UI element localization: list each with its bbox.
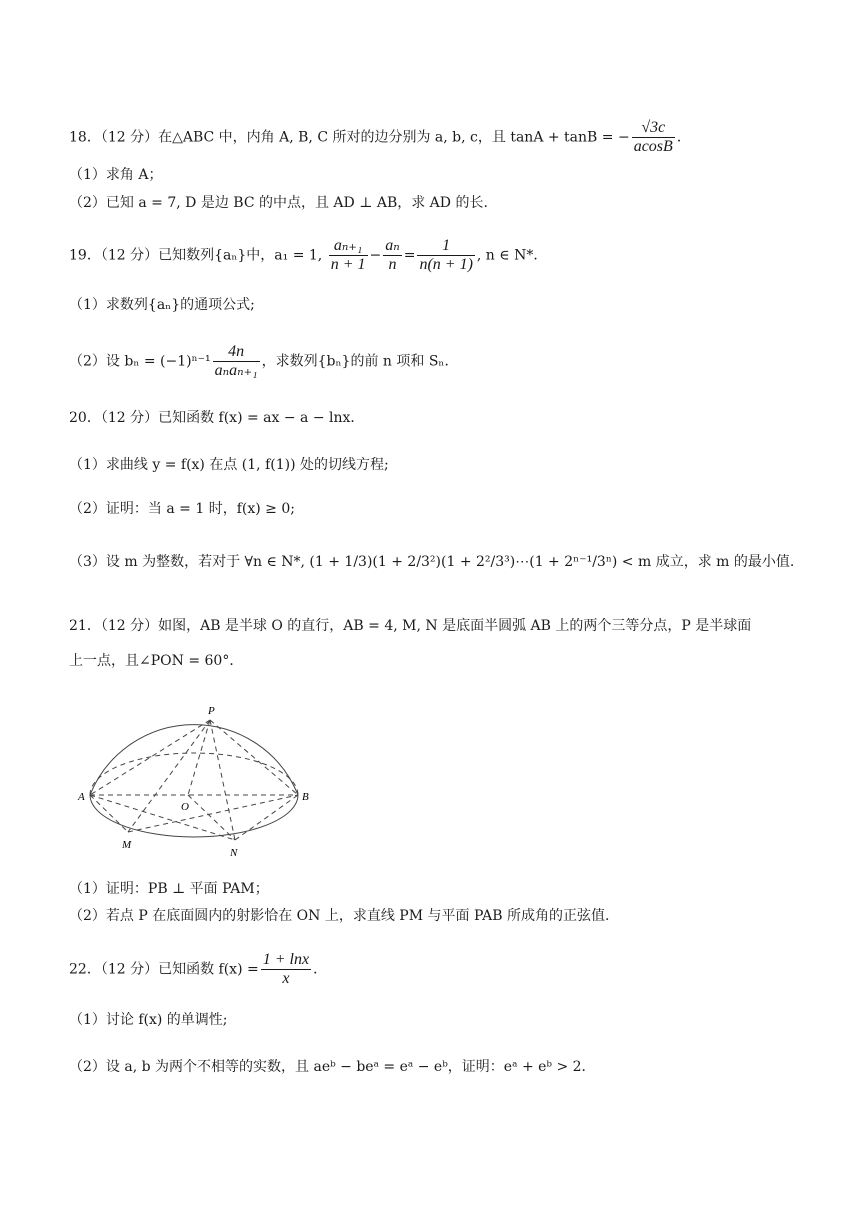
problem-20-part-1: （1）求曲线 y = f(x) 在点 (1, f(1)) 处的切线方程; (69, 457, 389, 473)
label-M: M (122, 839, 132, 851)
problem-19-fraction-b: $\frac{\text{aₙ}}{n}$ (385, 237, 400, 273)
problem-19-fraction-c: $\frac{1}{n(n + 1)}$ (419, 237, 473, 273)
problem-19-part-2: （2）设 bₙ = (−1)ⁿ⁻¹ $\frac{4n}{\text{aₙaₙ₊₁}}$ ，求数列{bₙ}的前 n 项和 Sₙ． (69, 343, 459, 379)
label-N: N (230, 847, 238, 859)
hemisphere-figure (80, 700, 320, 860)
problem-19-text: 19．（12 分）已知数列{aₙ}中，a₁ = 1, (69, 247, 323, 264)
problem-21-stem-line-1: 21．（12 分）如图，AB 是半球 O 的直行，AB = 4, M, N 是底面半圆弧 AB 上的两个三等分点，P 是半球面 (69, 618, 752, 634)
problem-18-stem: 18．（12 分）在△ABC 中，内角 A, B, C 所对的边分别为 a, b, c，且 tanA + tanB = − $\frac{√3c}{acosB}$ ． (69, 119, 691, 155)
problem-21-stem-line-2: 上一点，且∠PON = 60°． (69, 653, 244, 669)
problem-20-part-3: （3）设 m 为整数，若对于 ∀n ∈ N*, (1 + 1/3)(1 + 2/3²)(1 + 2²/3³)⋯(1 + 2ⁿ⁻¹/3ⁿ) < m 成立，求 m 的最小值. (69, 554, 795, 570)
base-front-arc (90, 795, 298, 837)
problem-22-fraction: $\frac{1 + \ln x}{x}$ (262, 951, 310, 987)
problem-18-text: 18．（12 分）在△ABC 中，内角 A, B, C 所对的边分别为 a, b, c，且 tanA + tanB = − (69, 129, 630, 146)
segment-PA (90, 720, 210, 795)
problem-20-stem: 20．（12 分）已知函数 f(x) = ax − a − lnx． (69, 410, 365, 426)
segment-ON (188, 795, 235, 840)
problem-20-part-2: （2）证明：当 a = 1 时，f(x) ≥ 0; (69, 501, 295, 517)
problem-18-part-2: （2）已知 a = 7, D 是边 BC 的中点，且 AD ⊥ AB，求 AD 的长. (69, 195, 488, 211)
label-B: B (302, 791, 309, 803)
problem-18-part-1: （1）求角 A； (69, 167, 163, 183)
problem-22-stem: 22．（12 分）已知函数 f(x) = $\frac{1 + \ln x}{x}$ ． (69, 951, 328, 987)
segment-AN (90, 795, 235, 840)
problem-22-part-1: （1）讨论 f(x) 的单调性; (69, 1012, 228, 1028)
hemisphere-arc (90, 725, 298, 795)
problem-18-fraction: $\frac{√3c}{acosB}$ (633, 119, 673, 155)
problem-22-part-2: （2）设 a, b 为两个不相等的实数，且 aeᵇ − beᵃ = eᵃ − eᵇ，证明：eᵃ + eᵇ > 2． (69, 1059, 596, 1075)
problem-21-part-1: （1）证明：PB ⊥ 平面 PAM； (69, 881, 269, 897)
segment-NB (235, 795, 298, 840)
label-A: A (78, 791, 85, 803)
problem-19-fraction-d: $\frac{4n}{\text{aₙaₙ₊₁}}$ (214, 343, 258, 379)
segment-PM (128, 720, 210, 832)
problem-21-part-2: （2）若点 P 在底面圆内的射影恰在 ON 上，求直线 PM 与平面 PAB 所成角的正弦值. (69, 908, 610, 924)
label-P: P (208, 705, 215, 717)
problem-19-stem: 19．（12 分）已知数列{aₙ}中，a₁ = 1, $\frac{\text{aₙ₊₁}}{n + 1}$ − $\frac{\text{aₙ}}{n}$ = $\frac{1}{n(n + 1)}$ , n ∈ N*． (69, 237, 548, 273)
problem-19-part-1: （1）求数列{aₙ}的通项公式; (69, 297, 255, 313)
label-O: O (181, 801, 189, 813)
problem-19-fraction-a: $\frac{\text{aₙ₊₁}}{n + 1}$ (330, 237, 366, 273)
